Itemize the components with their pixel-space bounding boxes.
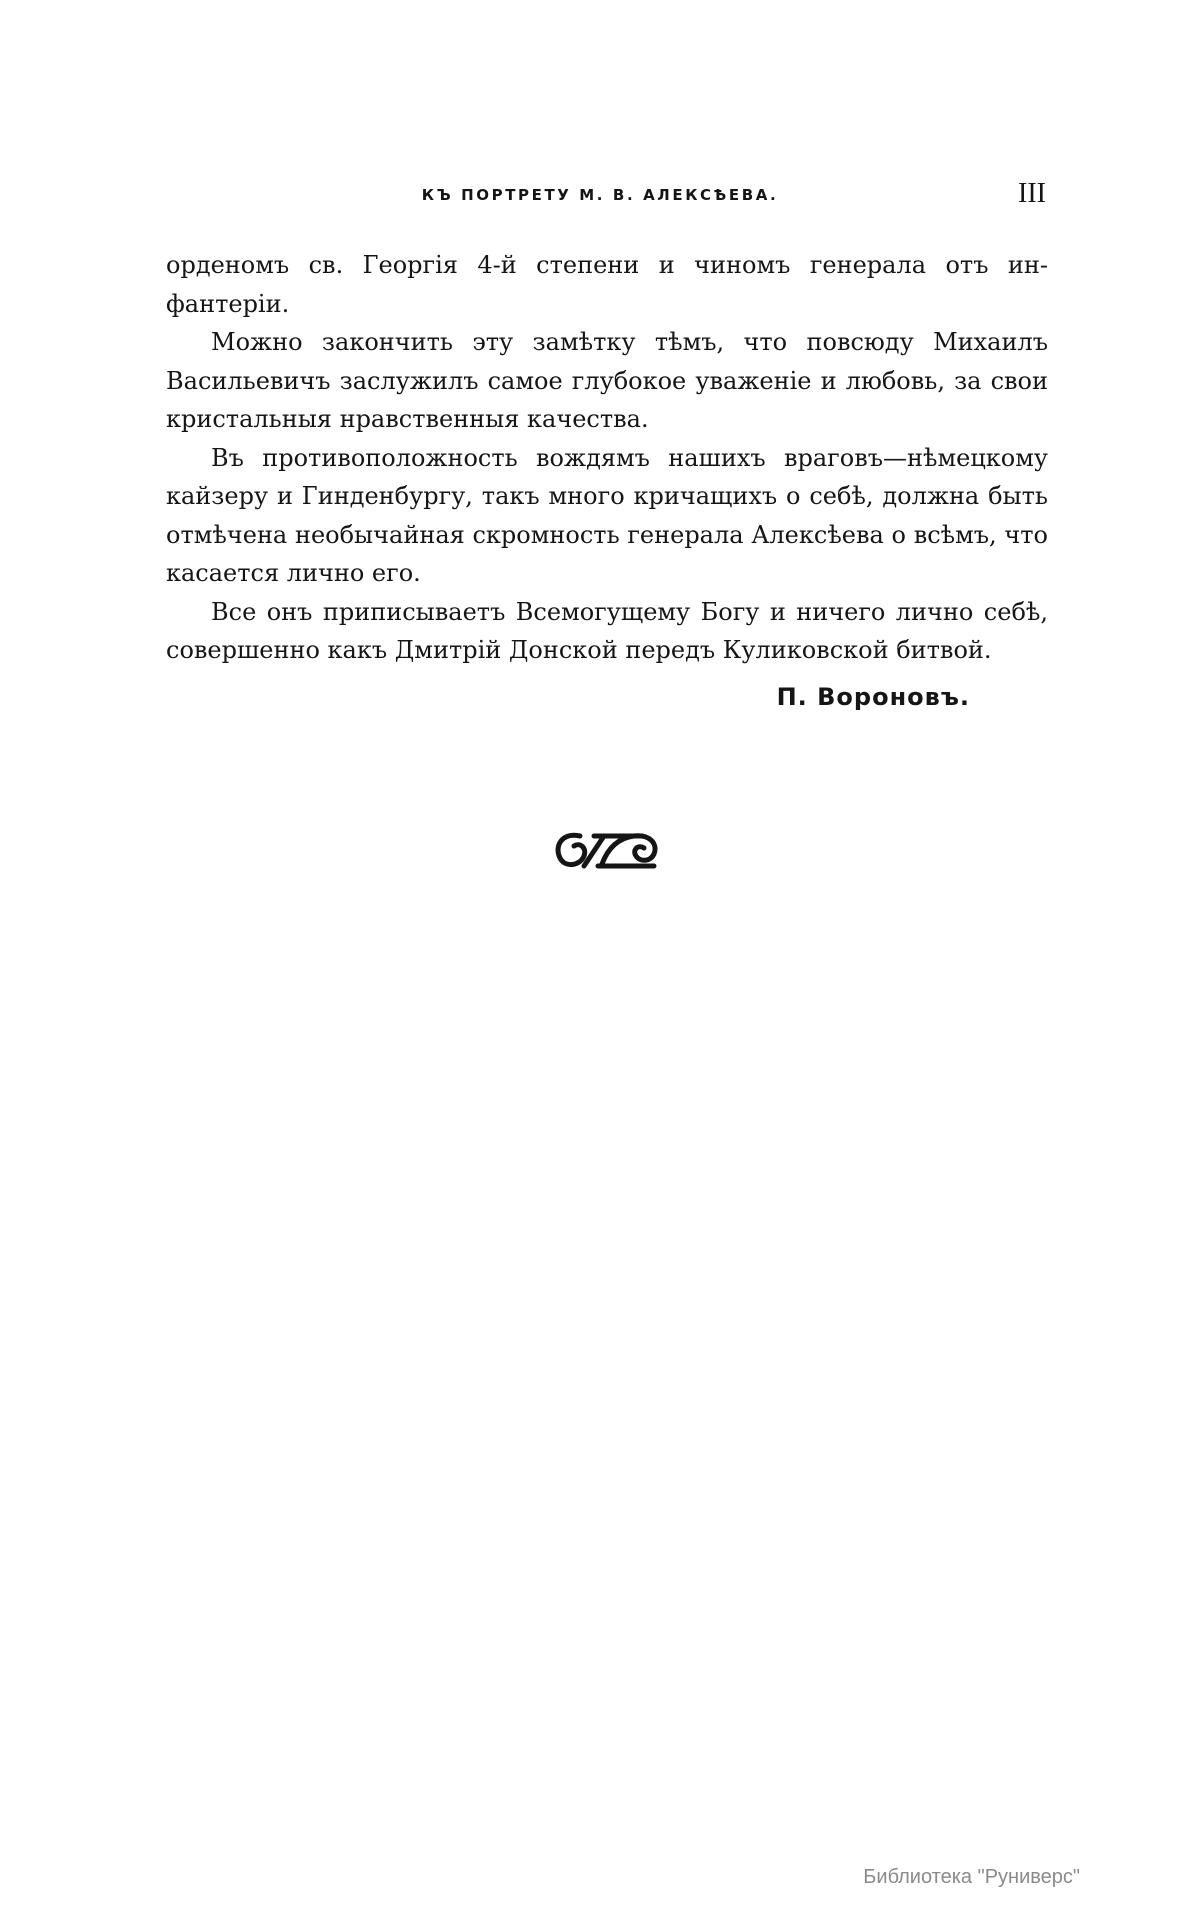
- paragraph-2: Можно закончить эту замѣтку тѣмъ, что повсюду Михаилъ Васильевичъ заслужилъ самое глубокое уваженіе и любовь, за свои кристальныя нравственныя качества.: [166, 328, 1048, 433]
- running-title: КЪ ПОРТРЕТУ М. В. АЛЕКСѢЕВА.: [421, 186, 779, 204]
- author-signature: П. Вороновъ.: [776, 683, 970, 711]
- paragraph-1: орденомъ св. Георгія 4-й степени и чиномъ генерала отъ инфантеріи.: [166, 251, 1048, 318]
- running-head: [0, 176, 1200, 216]
- paragraph-4: Все онъ приписываетъ Всемогущему Богу и ничего лично себѣ, совершенно какъ Дмитрій Донской передъ Куликовской битвой.: [166, 597, 1048, 664]
- ornament-flourish-icon: [550, 828, 662, 872]
- page-number: III: [1018, 178, 1046, 209]
- paragraph-3: Въ противоположность вождямъ нашихъ враговъ—нѣмецкому кайзеру и Гинденбургу, такъ много кричащихъ о себѣ, должна быть отмѣчена необычайная скромность генерала Алексѣева о всѣмъ, что касается лично его.: [166, 443, 1048, 587]
- body-text: [166, 246, 1048, 670]
- library-watermark: Библиотека "Руниверс": [863, 1866, 1080, 1888]
